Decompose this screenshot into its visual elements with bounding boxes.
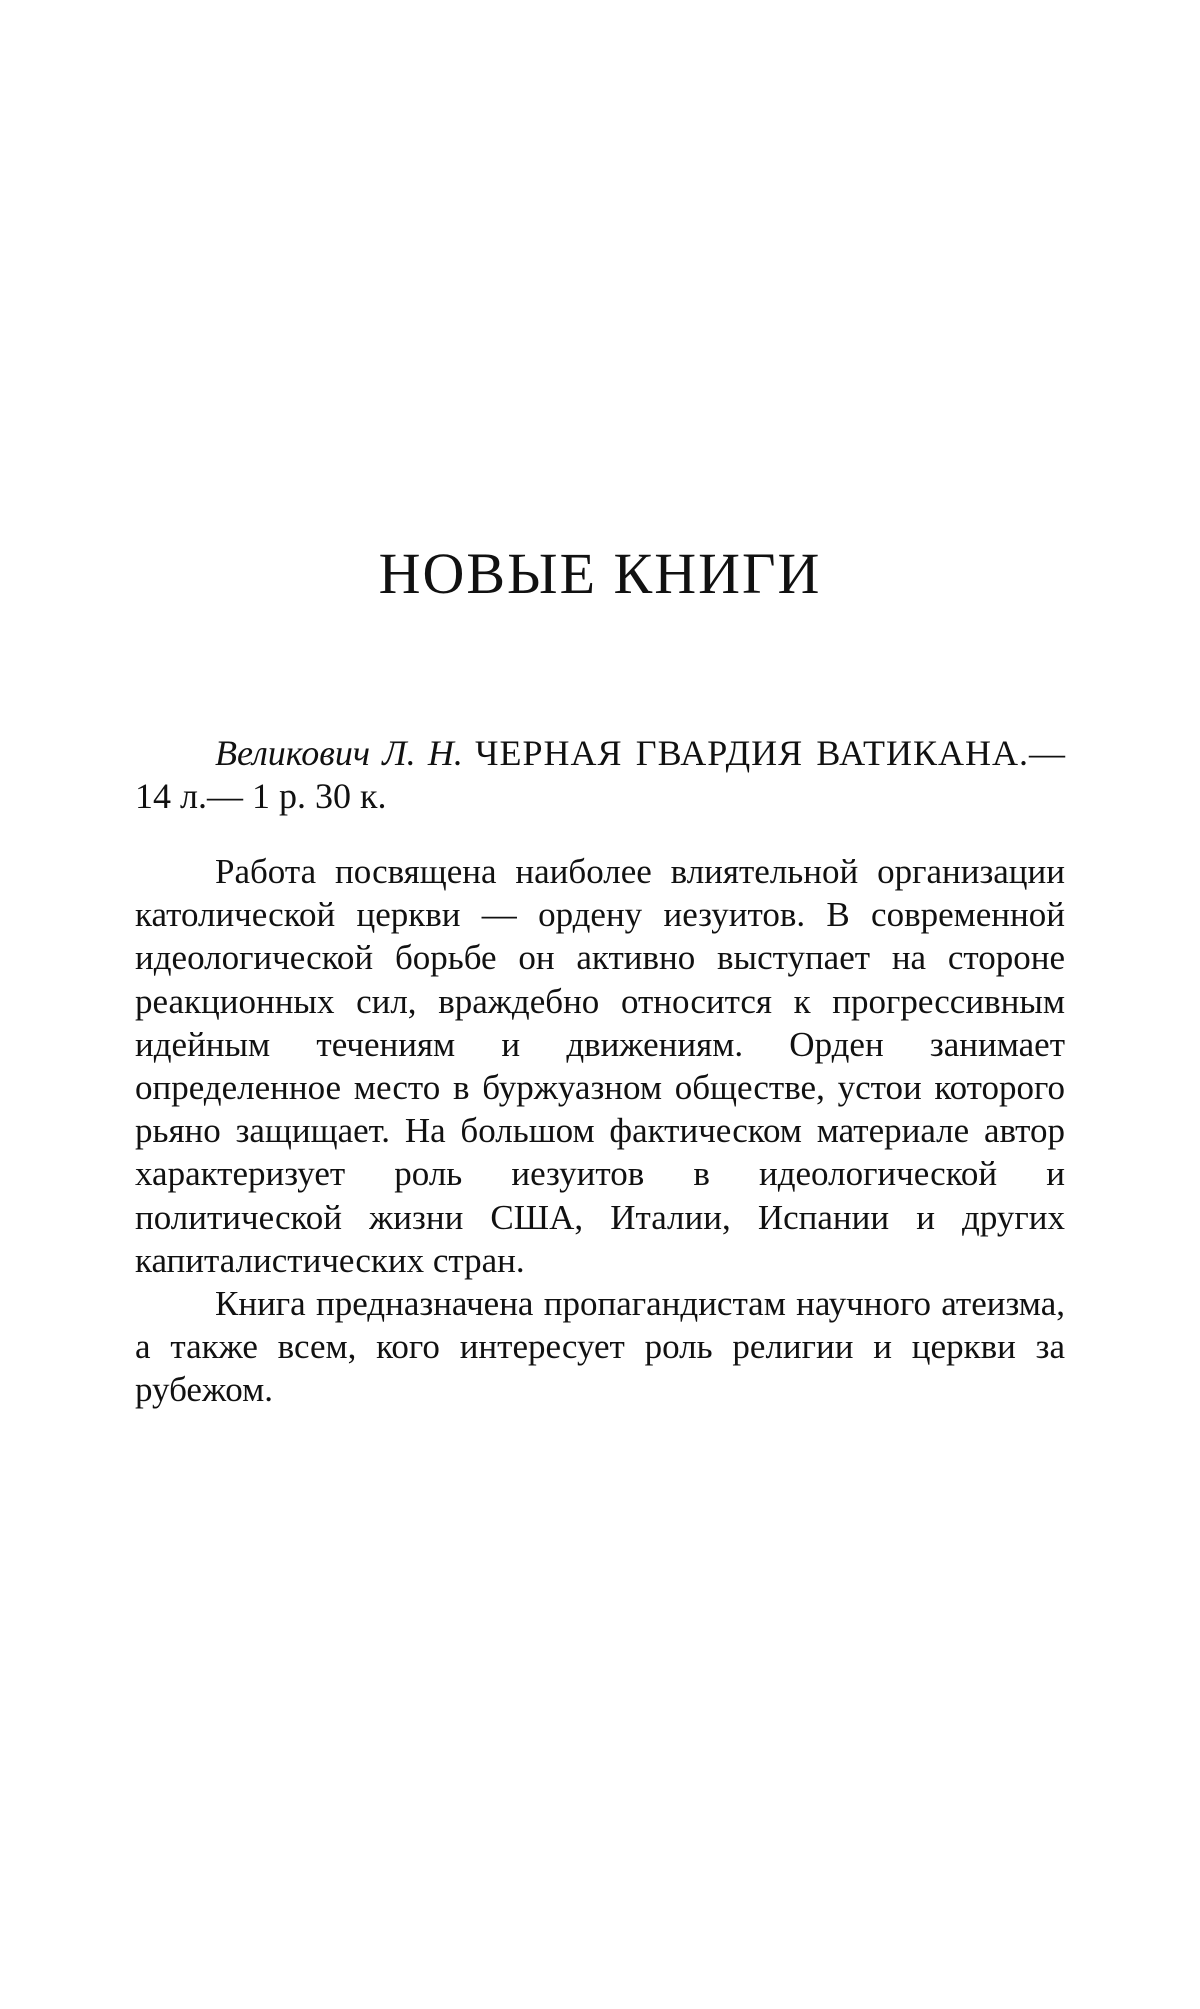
book-author: Великович Л. Н. bbox=[215, 733, 463, 773]
description-paragraph-1: Работа посвящена наиболее влиятельной организации католической церкви — ордену иезуитов. В современной идеологической борьбе он активно выступает на стороне реакционных сил, враждебно относится к прогрессивным идейным течениям и движениям. Орден занимает определенное место в буржуазном обществе, устои которого рьяно защищает. На большом фактическом материале автор характеризует роль иезуитов в идеологической и политической жизни США, Италии, Испании и других капиталистических стран. bbox=[135, 852, 1065, 1280]
book-details: — 14 л.— 1 р. 30 к. bbox=[135, 733, 1065, 816]
page-heading: НОВЫЕ КНИГИ bbox=[378, 541, 822, 606]
description-paragraph-2: Книга предназначена пропагандистам научного атеизма, а также всем, кого интересует роль религии и церкви за рубежом. bbox=[135, 1284, 1065, 1410]
book-title: ЧЕРНАЯ ГВАРДИЯ ВАТИКАНА. bbox=[475, 733, 1029, 773]
book-description bbox=[135, 850, 1065, 1412]
book-entry bbox=[135, 732, 1065, 818]
